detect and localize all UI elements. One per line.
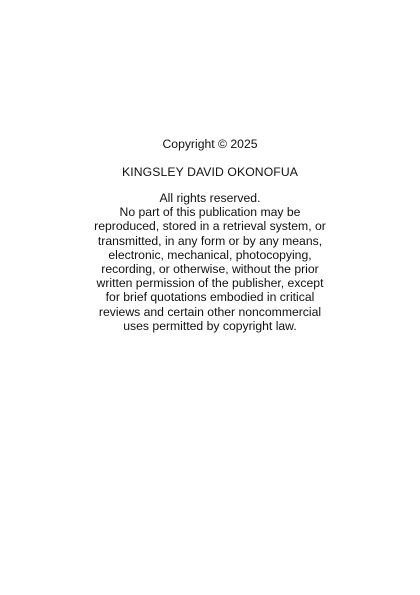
rights-line: No part of this publication may be — [119, 205, 301, 220]
author-name: KINGSLEY DAVID OKONOFUA — [122, 165, 298, 179]
rights-line: written permission of the publisher, except — [96, 276, 324, 291]
rights-line: All rights reserved. — [159, 191, 261, 205]
rights-line: electronic, mechanical, photocopying, — [108, 247, 312, 262]
rights-line: recording, or otherwise, without the prior — [101, 262, 319, 277]
rights-line: for brief quotations embodied in critical — [105, 290, 315, 305]
copyright-notice: Copyright © 2025 — [162, 137, 258, 151]
rights-statement — [0, 191, 420, 333]
rights-line: reviews and certain other noncommercial — [98, 304, 322, 319]
rights-line: transmitted, in any form or by any means, — [97, 233, 323, 248]
rights-line: reproduced, stored in a retrieval system, or — [94, 219, 326, 234]
rights-line: uses permitted by copyright law. — [123, 318, 297, 333]
